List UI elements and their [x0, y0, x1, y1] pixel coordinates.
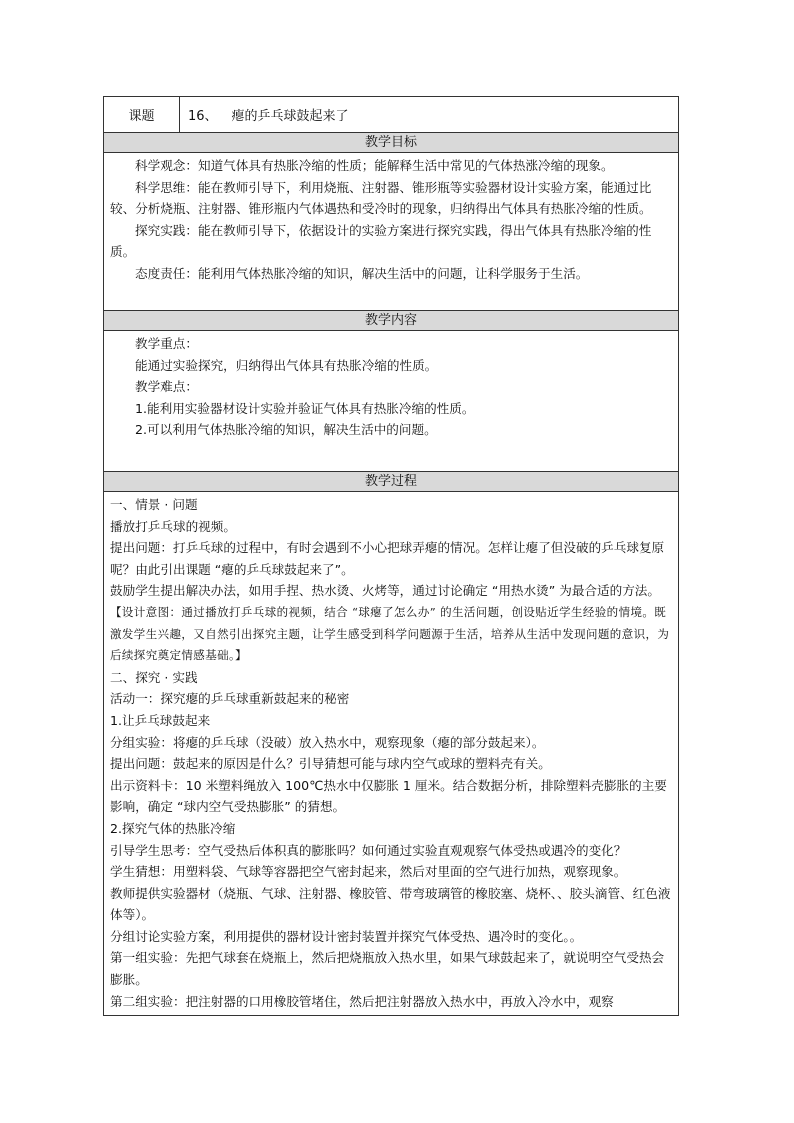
design-intent: 【设计意图：通过播放打乒乓球的视频，结合 “球瘪了怎么办” 的生活问题，创设贴近学生经验的情境。既激发学生兴趣，又自然引出探究主题，让学生感受到科学问题源于生活，培养从生活中发现问题的意识，为后续探究奠定情感基础。】 — [110, 604, 670, 663]
process-body — [104, 492, 678, 1014]
process-paragraph: 引导学生思考：空气受热后体积真的膨胀吗？如何通过实验直观观察气体受热或遇冷的变化？ — [110, 842, 627, 858]
goal-line: 科学思维：能在教师引导下，利用烧瓶、注射器、锥形瓶等实验器材设计实验方案，能通过比较、分析烧瓶、注射器、锥形瓶内气体遇热和受冷时的现象，归纳得出气体具有热胀冷缩的性质。 — [110, 179, 652, 217]
process-paragraph: 分组讨论实验方案，利用提供的器材设计密封装置并探究气体受热、遇冷时的变化。。 — [110, 928, 583, 944]
goals-heading: 教学目标 — [104, 133, 678, 153]
goal-line: 探究实践：能在教师引导下，依据设计的实验方案进行探究实践，得出气体具有热胀冷缩的性质。 — [110, 222, 652, 260]
process-paragraph: 提出问题：鼓起来的原因是什么？引导猜想可能与球内空气或球的塑料壳有关。 — [110, 756, 551, 772]
process-paragraph: 分组实验：将瘪的乒乓球（没破）放入热水中，观察现象（瘪的部分鼓起来）。 — [110, 734, 545, 750]
goal-line: 态度责任：能利用气体热胀冷缩的知识，解决生活中的问题，让科学服务于生活。 — [135, 265, 589, 281]
process-paragraph: 提出问题：打乒乓球的过程中，有时会遇到不小心把球弄瘪的情况。怎样让瘪了但没破的乒乓球复原呢？由此引出课题 “瘪的乒乓球鼓起来了”。 — [110, 540, 665, 577]
content-body — [104, 331, 678, 472]
title-label: 课题 — [104, 97, 180, 132]
content-line: 教学重点： — [135, 336, 198, 351]
process-heading: 教学过程 — [104, 472, 678, 492]
lesson-number: 16、 — [188, 109, 218, 124]
goal-line: 科学观念：知道气体具有热胀冷缩的性质；能解释生活中常见的气体热涨冷缩的现象。 — [135, 158, 614, 173]
process-paragraph: 播放打乒乓球的视频。 — [110, 518, 236, 534]
process-paragraph: 鼓励学生提出解决办法，如用手捏、热水烫、火烤等，通过讨论确定 “用热水烫” 为最合适的方法。 — [110, 583, 660, 599]
content-line: 1.能利用实验器材设计实验并验证气体具有热胀冷缩的性质。 — [135, 400, 475, 416]
section-heading: 一、情景 · 问题 — [110, 497, 198, 512]
title-row — [104, 97, 678, 133]
process-paragraph: 第一组实验：先把气球套在烧瓶上，然后把烧瓶放入热水里，如果气球鼓起来了，就说明空气受热会膨胀。 — [110, 950, 665, 988]
sub-heading: 1.让乒乓球鼓起来 — [110, 712, 211, 728]
sub-heading: 2.探究气体的热胀冷缩 — [110, 820, 236, 836]
section-heading: 二、探究 · 实践 — [110, 669, 198, 685]
content-line: 2.可以利用气体热胀冷缩的知识，解决生活中的问题。 — [135, 422, 437, 438]
process-paragraph: 学生猜想：用塑料袋、气球等容器把空气密封起来，然后对里面的空气进行加热，观察现象。 — [110, 864, 627, 880]
process-paragraph: 第二组实验：把注射器的口用橡胶管堵住，然后把注射器放入热水中，再放入冷水中，观察 — [110, 993, 614, 1009]
lesson-title — [180, 97, 678, 132]
content-line: 能通过实验探究，归纳得出气体具有热胀冷缩的性质。 — [135, 357, 438, 373]
lesson-plan-table — [103, 96, 679, 1016]
goals-body — [104, 153, 678, 311]
process-paragraph: 出示资料卡：10 米塑料绳放入 100℃热水中仅膨胀 1 厘米。结合数据分析，排除塑料壳膨胀的主要影响，确定 “球内空气受热膨胀” 的猜想。 — [110, 777, 667, 815]
activity-heading: 活动一：探究瘪的乒乓球重新鼓起来的秘密 — [110, 691, 350, 707]
lesson-title-text: 瘪的乒乓球鼓起来了 — [231, 109, 349, 124]
content-heading: 教学内容 — [104, 311, 678, 331]
process-paragraph: 教师提供实验器材（烧瓶、气球、注射器、橡胶管、带弯玻璃管的橡胶塞、烧杯、、胶头滴管、红色液体等）。 — [110, 885, 671, 923]
content-line: 教学难点： — [135, 379, 198, 395]
